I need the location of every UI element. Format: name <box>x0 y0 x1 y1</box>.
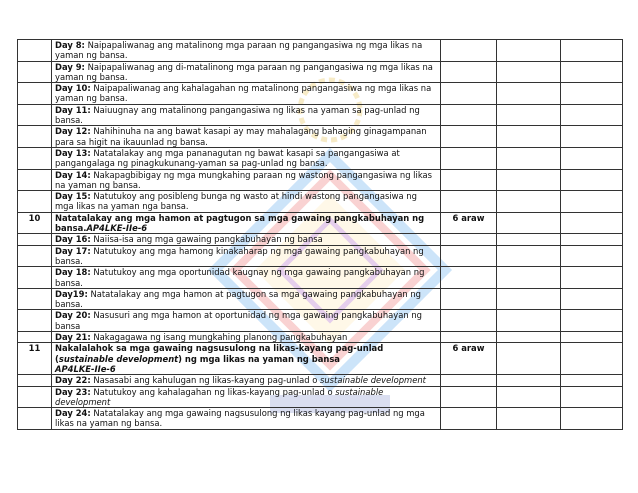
day-objective-cell <box>52 332 441 343</box>
row-number-cell <box>18 104 52 126</box>
day-row <box>18 245 623 267</box>
day-row <box>18 267 623 289</box>
day-label: Day 14: <box>55 169 91 180</box>
empty-cell <box>561 191 623 213</box>
empty-cell <box>561 245 623 267</box>
duration-cell: 6 araw <box>441 343 497 375</box>
day-label: Day 22: <box>55 375 91 386</box>
empty-cell <box>561 234 623 245</box>
empty-cell <box>497 40 561 62</box>
empty-cell <box>561 343 623 375</box>
empty-cell <box>497 310 561 332</box>
row-number-cell <box>18 126 52 148</box>
duration-cell <box>441 61 497 83</box>
empty-cell <box>497 234 561 245</box>
row-number-cell <box>18 169 52 191</box>
empty-cell <box>497 375 561 386</box>
empty-cell <box>497 104 561 126</box>
empty-cell <box>561 83 623 105</box>
empty-cell <box>561 147 623 169</box>
objective-text: Natutukoy ang kahalagahan ng likas-kayang pag-unlad o <box>90 386 336 397</box>
day-objective-cell <box>52 40 441 62</box>
empty-cell <box>561 40 623 62</box>
row-number-cell <box>18 332 52 343</box>
day-row <box>18 147 623 169</box>
row-number-cell: 10 <box>18 212 52 234</box>
duration-cell <box>441 83 497 105</box>
row-number-cell <box>18 40 52 62</box>
empty-cell <box>497 408 561 430</box>
empty-cell <box>561 386 623 408</box>
day-objective-cell <box>52 61 441 83</box>
day-label: Day 21: <box>55 332 91 343</box>
duration-cell <box>441 40 497 62</box>
day-objective-cell <box>52 104 441 126</box>
day-objective-cell <box>52 147 441 169</box>
objective-text: Nasusuri ang mga hamon at oportunidad ng mga gawaing pangkabuhayan ng bansa <box>55 310 422 331</box>
objective-text: sustainable development <box>320 375 426 386</box>
duration-cell <box>441 288 497 310</box>
row-number-cell <box>18 408 52 430</box>
objective-text: Naiuugnay ang matalinong pangangasiwa ng likas na yaman sa pag-unlad ng bansa. <box>55 104 420 126</box>
row-number-cell <box>18 83 52 105</box>
day-row <box>18 61 623 83</box>
day-label: Day 10: <box>55 83 91 94</box>
empty-cell <box>561 104 623 126</box>
day-row <box>18 40 623 62</box>
row-number-cell: 11 <box>18 343 52 375</box>
duration-cell <box>441 408 497 430</box>
objective-text: Naipapaliwanag ang kahalagahan ng matalinong pangangasiwa ng mga likas na yaman ng bansa. <box>55 83 432 104</box>
empty-cell <box>561 61 623 83</box>
day-objective-cell <box>52 310 441 332</box>
day-label: Day 13: <box>55 147 91 158</box>
duration-cell <box>441 245 497 267</box>
empty-cell <box>497 332 561 343</box>
day-row <box>18 288 623 310</box>
empty-cell <box>497 343 561 375</box>
day-label: Day 20: <box>55 310 91 321</box>
duration-cell <box>441 147 497 169</box>
duration-cell <box>441 267 497 289</box>
day-objective-cell <box>52 83 441 105</box>
empty-cell <box>497 212 561 234</box>
row-number-cell <box>18 61 52 83</box>
objective-text: Nahihinuha na ang bawat kasapi ay may mahalagang bahaging ginagampanan para sa higit na ikauunlad ng bansa. <box>55 126 427 147</box>
duration-cell: 6 araw <box>441 212 497 234</box>
day-row <box>18 234 623 245</box>
empty-cell <box>561 212 623 234</box>
day-label: Day 16: <box>55 234 91 245</box>
day-objective-cell <box>52 288 441 310</box>
empty-cell <box>497 191 561 213</box>
row-number-cell <box>18 375 52 386</box>
day-row <box>18 332 623 343</box>
objective-text: Natatalakay ang mga pananagutan ng bawat kasapi sa pangangasiwa at pangangalaga ng pinagkukunang-yaman sa pag-unlad ng bansa. <box>55 147 400 169</box>
row-number-cell <box>18 245 52 267</box>
day-row <box>18 375 623 386</box>
row-number-cell <box>18 191 52 213</box>
day-label: Day 23: <box>55 386 91 397</box>
objective-text: Natatalakay ang mga hamon at pagtugon sa mga gawaing pangkabuhayan ng bansa. <box>55 212 425 234</box>
objective-text: Natatalakay ang mga hamon at pagtugon sa mga gawaing pangkabuhayan ng bansa. <box>55 288 421 310</box>
day-row <box>18 83 623 105</box>
competency-row <box>18 343 623 375</box>
objective-text: Natutukoy ang posibleng bunga ng wasto at hindi wastong pangangasiwa ng mga likas na yaman nga bansa. <box>55 191 417 212</box>
day-objective-cell <box>52 191 441 213</box>
day-objective-cell <box>52 408 441 430</box>
duration-cell <box>441 126 497 148</box>
day-row <box>18 104 623 126</box>
day-objective-cell <box>52 169 441 191</box>
day-row <box>18 191 623 213</box>
empty-cell <box>561 332 623 343</box>
objective-text: Natutukoy ang mga oportunidad kaugnay ng mga gawaing pangkabuhayan ng bansa. <box>55 267 425 288</box>
empty-cell <box>561 310 623 332</box>
objective-text: Nakalalahok sa mga gawaing nagsusulong na likas-kayang pag-unlad ( <box>55 343 384 364</box>
empty-cell <box>497 267 561 289</box>
day-label: Day 12: <box>55 126 91 137</box>
duration-cell <box>441 375 497 386</box>
day-objective-cell <box>52 126 441 148</box>
table-body <box>18 40 623 430</box>
empty-cell <box>497 126 561 148</box>
day-row <box>18 126 623 148</box>
duration-cell <box>441 310 497 332</box>
row-number-cell <box>18 310 52 332</box>
day-objective-cell <box>52 386 441 408</box>
empty-cell <box>497 147 561 169</box>
duration-cell <box>441 104 497 126</box>
day-row <box>18 408 623 430</box>
objective-text: Natatalakay ang mga gawaing nagsusulong ng likas kayang pag-unlad ng mga likas na yaman ng bansa. <box>55 408 425 429</box>
row-number-cell <box>18 147 52 169</box>
day-label: Day 9: <box>55 61 85 72</box>
competency-code: sustainable development <box>58 353 179 364</box>
row-number-cell <box>18 267 52 289</box>
curriculum-table <box>17 39 623 430</box>
competency-text-cell <box>52 343 441 375</box>
empty-cell <box>497 288 561 310</box>
duration-cell <box>441 332 497 343</box>
objective-text: Naiisa-isa ang mga gawaing pangkabuhayan ng bansa <box>90 234 323 245</box>
empty-cell <box>561 169 623 191</box>
duration-cell <box>441 169 497 191</box>
competency-code: AP4LKE-IIe-6 <box>55 363 116 374</box>
competency-text-cell <box>52 212 441 234</box>
duration-cell <box>441 386 497 408</box>
day-objective-cell <box>52 375 441 386</box>
day-label: Day 18: <box>55 267 91 278</box>
row-number-cell <box>18 234 52 245</box>
objective-text: Nasasabi ang kahulugan ng likas-kayang pag-unlad o <box>90 375 321 386</box>
day-objective-cell <box>52 234 441 245</box>
empty-cell <box>497 61 561 83</box>
empty-cell <box>561 375 623 386</box>
empty-cell <box>561 408 623 430</box>
duration-cell <box>441 234 497 245</box>
day-label: Day 17: <box>55 245 91 256</box>
empty-cell <box>561 288 623 310</box>
day-label: Day 8: <box>55 40 85 50</box>
objective-text: Naipapaliwanag ang di-matalinong mga paraan ng pangangasiwa ng mga likas na yaman ng bansa. <box>55 61 433 82</box>
objective-text: sustainable development <box>55 386 384 407</box>
objective-text: Naipapaliwanag ang matalinong mga paraan ng pangangasiwa ng mga likas na yaman ng bansa. <box>55 40 423 61</box>
day-label: Day 15: <box>55 191 91 202</box>
day-row <box>18 169 623 191</box>
competency-code: AP4LKE-IIe-6 <box>86 223 148 234</box>
empty-cell <box>497 83 561 105</box>
row-number-cell <box>18 386 52 408</box>
objective-text: ) ng mga likas na yaman ng bansa <box>178 353 340 364</box>
empty-cell <box>497 386 561 408</box>
competency-row <box>18 212 623 234</box>
empty-cell <box>497 245 561 267</box>
day-label: Day 11: <box>55 104 91 115</box>
empty-cell <box>561 126 623 148</box>
day-row <box>18 310 623 332</box>
day-row <box>18 386 623 408</box>
empty-cell <box>497 169 561 191</box>
objective-text: Nakagagawa ng isang mungkahing planong pangkabuhayan <box>90 332 348 343</box>
objective-text: Natutukoy ang mga hamong kinakaharap ng mga gawaing pangkabuhayan ng bansa. <box>55 245 424 266</box>
day-label: Day19: <box>55 288 88 299</box>
objective-text: Nakapagbibigay ng mga mungkahing paraan ng wastong pangangasiwa ng likas na yaman ng bansa. <box>55 169 433 190</box>
empty-cell <box>561 267 623 289</box>
day-objective-cell <box>52 267 441 289</box>
day-label: Day 24: <box>55 408 91 419</box>
day-objective-cell <box>52 245 441 267</box>
row-number-cell <box>18 288 52 310</box>
duration-cell <box>441 191 497 213</box>
